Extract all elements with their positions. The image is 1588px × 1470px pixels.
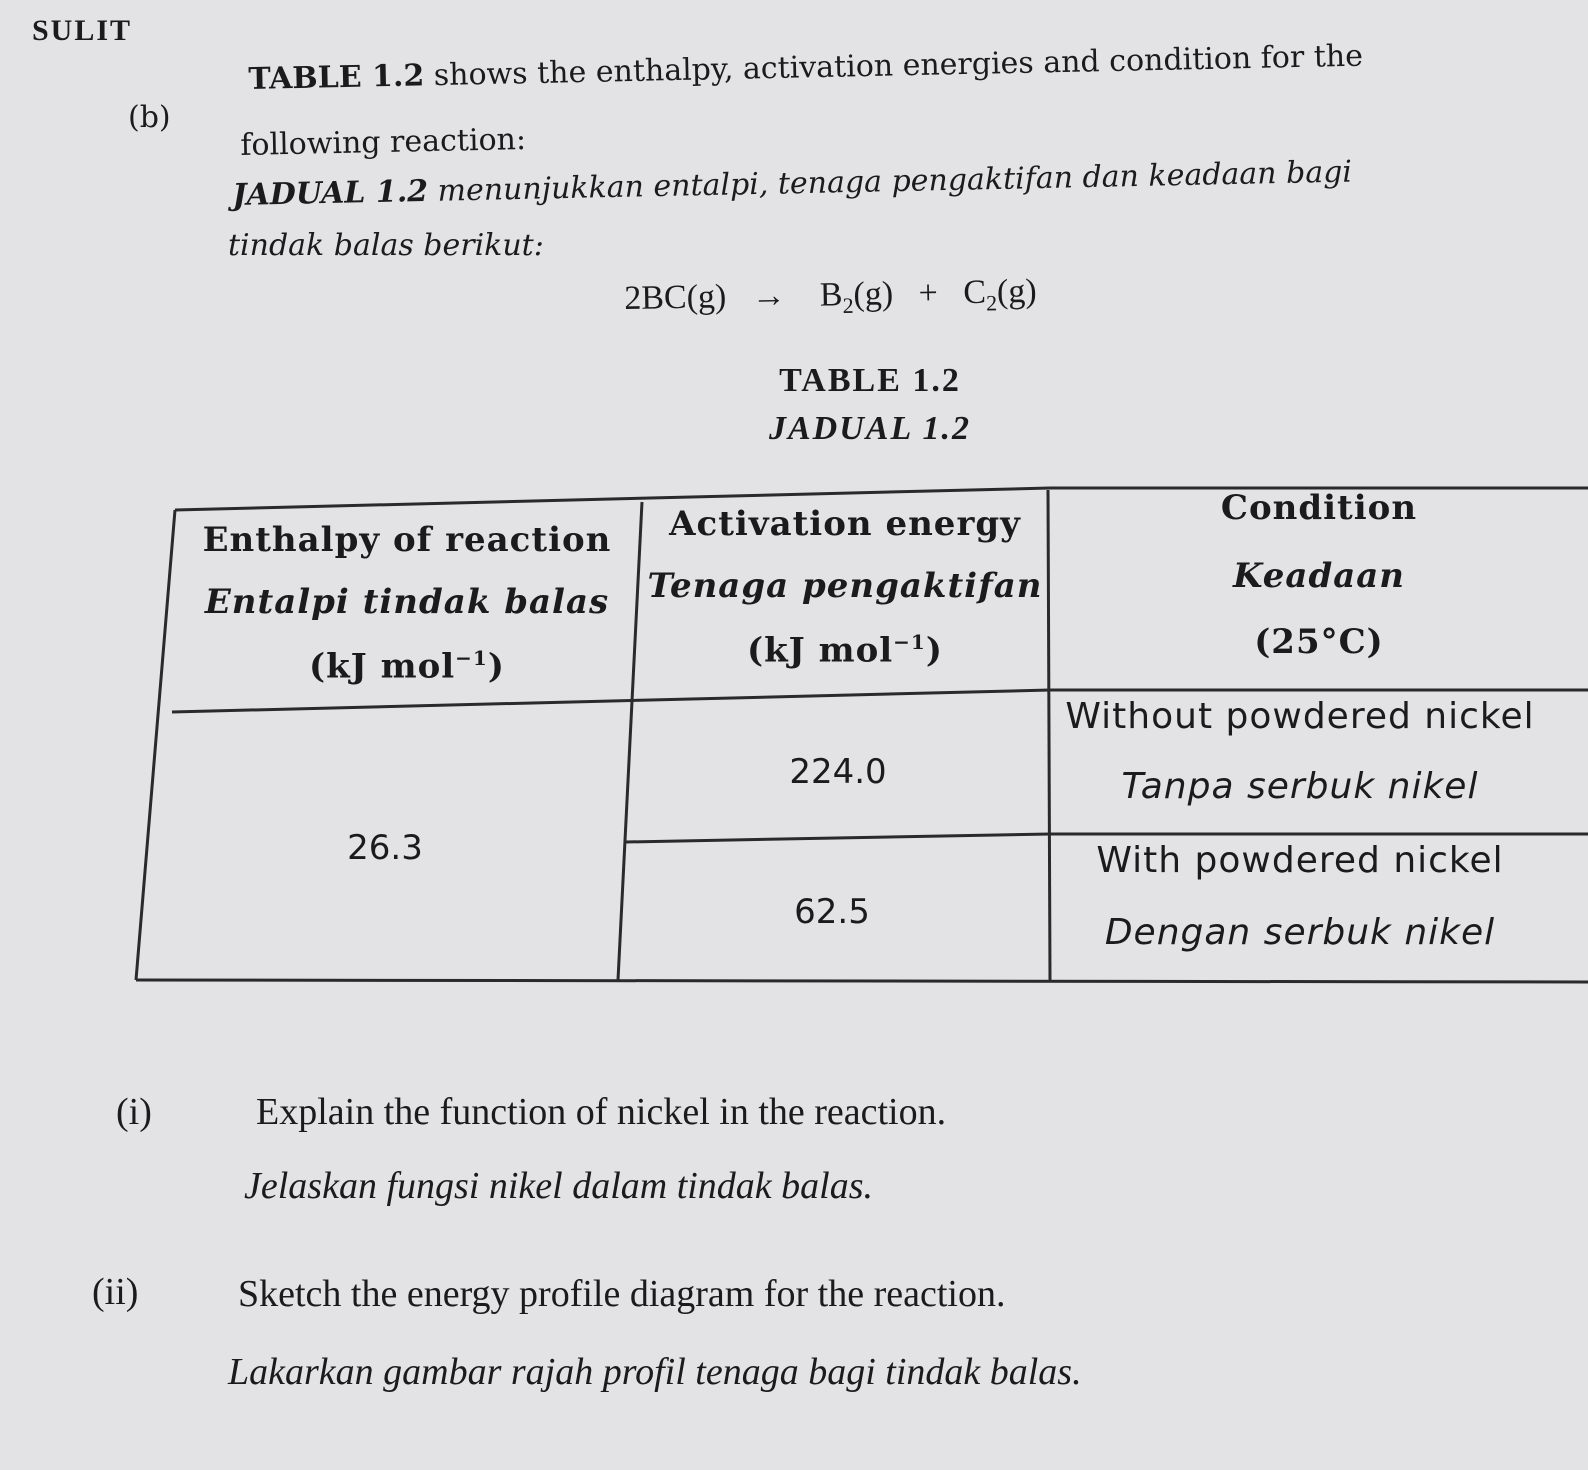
header-separator-left xyxy=(172,690,1050,712)
subquestion-2-label: (ii) xyxy=(92,1271,139,1313)
header-activation-unit xyxy=(640,630,1050,670)
activation-unit-text: (kJ mol xyxy=(747,630,894,671)
reaction-arrow: → xyxy=(751,277,787,315)
product-2-element: C xyxy=(962,273,987,312)
plus-sign: + xyxy=(918,274,939,312)
table-left-border xyxy=(136,510,175,980)
enthalpy-unit-text: (kJ mol xyxy=(309,646,456,687)
enthalpy-unit-exponent: −1 xyxy=(455,646,488,670)
product-1-element: B xyxy=(819,276,843,314)
subquestion-1-malay: Jelaskan fungsi nikel dalam tindak balas. xyxy=(244,1165,874,1207)
activation-energy-with-nickel: 62.5 xyxy=(794,892,870,932)
header-enthalpy-english: Enthalpy of reaction xyxy=(202,520,612,560)
reactant: 2BC(g) xyxy=(624,278,727,317)
intro-english-line-2: following reaction: xyxy=(240,122,527,163)
subquestion-1-label: (i) xyxy=(116,1091,152,1133)
intro-malay-table-ref: JADUAL 1.2 xyxy=(232,173,429,213)
subquestion-2-malay: Lakarkan gambar rajah profil tenaga bagi tindak balas. xyxy=(228,1351,1082,1393)
table-title-malay: JADUAL 1.2 xyxy=(769,410,971,447)
header-condition-malay: Keadaan xyxy=(1232,556,1406,596)
condition-with-nickel-malay: Dengan serbuk nikel xyxy=(1104,912,1496,953)
condition-with-nickel-english: With powdered nickel xyxy=(1096,840,1504,881)
activation-energy-without-nickel: 224.0 xyxy=(789,752,887,792)
table-bottom-border xyxy=(136,980,1588,982)
header-condition-english: Condition xyxy=(1220,488,1418,528)
confidentiality-label: SULIT xyxy=(32,14,133,47)
header-enthalpy-unit xyxy=(172,646,642,686)
activation-unit-exponent: −1 xyxy=(893,630,926,654)
part-label: (b) xyxy=(128,100,171,135)
intro-malay-line-2: tindak balas berikut: xyxy=(228,228,544,263)
header-activation-malay: Tenaga pengaktifan xyxy=(647,566,1043,606)
intro-english-table-ref: TABLE 1.2 xyxy=(248,58,425,97)
table-title-english: TABLE 1.2 xyxy=(779,362,961,399)
row-divider-activation xyxy=(626,834,1050,842)
enthalpy-unit-close: ) xyxy=(487,646,505,687)
product-1-subscript: 2 xyxy=(842,292,854,318)
condition-without-nickel-english: Without powdered nickel xyxy=(1065,696,1535,737)
header-enthalpy-malay: Entalpi tindak balas xyxy=(204,582,610,622)
intro-english-text-1: shows the enthalpy, activation energies and condition for the xyxy=(423,38,1364,94)
product-2-state: (g) xyxy=(996,272,1037,311)
product-1-state: (g) xyxy=(853,275,894,313)
enthalpy-value: 26.3 xyxy=(347,828,423,868)
condition-without-nickel-malay: Tanpa serbuk nikel xyxy=(1121,766,1479,807)
header-condition-temperature: (25°C) xyxy=(1254,622,1384,662)
activation-unit-close: ) xyxy=(925,630,943,671)
subquestion-1-english: Explain the function of nickel in the reaction. xyxy=(256,1091,947,1133)
intro-malay-text-1: menunjukkan entalpi, tenaga pengaktifan dan keadaan bagi xyxy=(427,154,1353,209)
subquestion-2-english: Sketch the energy profile diagram for the reaction. xyxy=(238,1273,1006,1315)
product-2-subscript: 2 xyxy=(985,290,998,316)
header-activation-english: Activation energy xyxy=(669,504,1021,544)
